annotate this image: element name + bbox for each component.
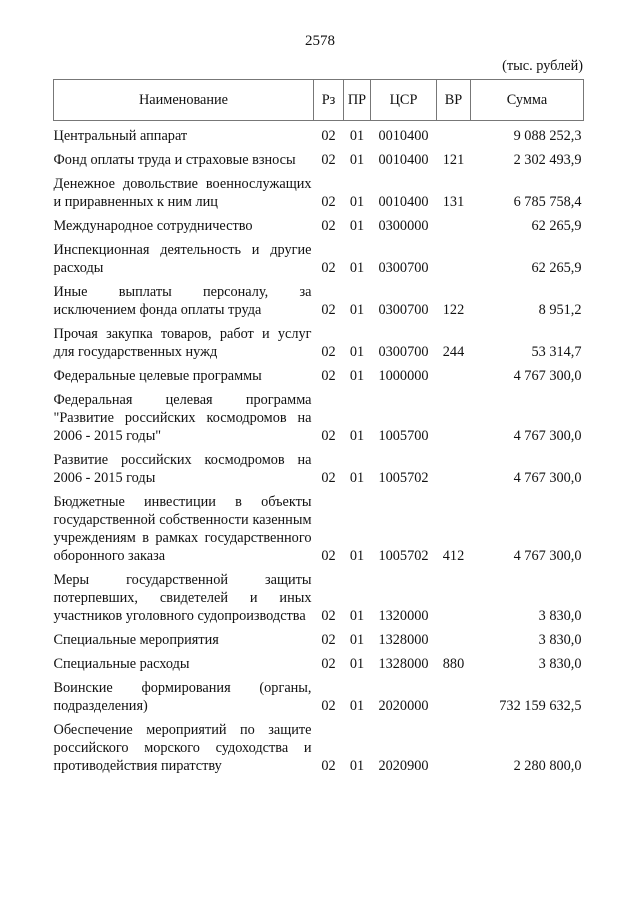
row-rz: 02 (321, 260, 336, 276)
row-csr: 1320000 (378, 608, 429, 624)
row-rz: 02 (321, 128, 336, 144)
row-rz: 02 (321, 344, 336, 360)
row-pr: 01 (349, 656, 365, 672)
row-rz: 02 (321, 302, 336, 318)
row-csr: 1328000 (378, 632, 429, 648)
row-sum: 2 280 800,0 (513, 758, 582, 774)
row-rz: 02 (321, 608, 336, 624)
row-csr: 0010400 (378, 152, 429, 168)
row-pr: 01 (349, 698, 365, 714)
row-sum: 2 302 493,9 (513, 152, 582, 168)
row-name: Специальные расходы (53, 656, 190, 672)
table-row (54, 121, 584, 148)
row-pr: 01 (349, 428, 365, 444)
table-row (54, 279, 584, 321)
row-csr: 0010400 (378, 128, 429, 144)
row-vr (437, 675, 471, 717)
row-vr: 131 (442, 194, 465, 210)
row-name: Фонд оплаты труда и страховые взносы (53, 152, 296, 168)
row-vr: 244 (442, 344, 465, 360)
table-row (54, 651, 584, 675)
table-row (54, 489, 584, 567)
row-sum: 53 314,7 (531, 344, 582, 360)
row-name: Бюджетные инвестиции в объекты государственной собственности казенным учреждениям в рамках государственного оборонного заказа (53, 494, 312, 564)
row-sum: 4 767 300,0 (513, 428, 582, 444)
table-row (54, 237, 584, 279)
row-sum: 9 088 252,3 (513, 128, 582, 144)
row-name: Иные выплаты персоналу, за исключением фонда оплаты труда (53, 284, 312, 318)
row-sum: 4 767 300,0 (513, 470, 582, 486)
row-rz: 02 (321, 218, 336, 234)
row-csr: 0300700 (378, 260, 429, 276)
row-csr: 1005702 (378, 548, 429, 564)
row-vr: 412 (442, 548, 465, 564)
row-name: Денежное довольствие военнослужащих и приравненных к ним лиц (53, 176, 312, 210)
budget-table (53, 79, 584, 777)
row-pr: 01 (349, 194, 365, 210)
page-number: 2578 (305, 33, 335, 49)
row-pr: 01 (349, 470, 365, 486)
row-csr: 1005702 (378, 470, 429, 486)
row-sum: 4 767 300,0 (513, 548, 582, 564)
row-vr (437, 717, 471, 777)
row-pr: 01 (349, 152, 365, 168)
row-vr (437, 121, 471, 148)
row-name: Воинские формирования (органы, подразделения) (53, 680, 312, 714)
table-row (54, 147, 584, 171)
row-vr: 122 (442, 302, 465, 318)
table-row (54, 447, 584, 489)
row-csr: 0010400 (378, 194, 429, 210)
row-sum: 6 785 758,4 (513, 194, 582, 210)
row-pr: 01 (349, 548, 365, 564)
row-rz: 02 (321, 152, 336, 168)
row-pr: 01 (349, 260, 365, 276)
row-rz: 02 (321, 698, 336, 714)
row-vr (437, 237, 471, 279)
table-row (54, 675, 584, 717)
row-name: Центральный аппарат (53, 128, 188, 144)
row-rz: 02 (321, 548, 336, 564)
table-row (54, 627, 584, 651)
units-label: (тыс. рублей) (502, 58, 583, 74)
row-sum: 3 830,0 (538, 608, 582, 624)
row-name: Международное сотрудничество (53, 218, 253, 234)
row-sum: 8 951,2 (538, 302, 582, 318)
row-rz: 02 (321, 632, 336, 648)
header-csr: ЦСР (371, 80, 437, 121)
header-sum: Сумма (471, 80, 584, 121)
row-rz: 02 (321, 194, 336, 210)
row-name: Обеспечение мероприятий по защите российского морского судоходства и противодействия пиратству (53, 722, 312, 774)
table-row (54, 717, 584, 777)
row-name: Меры государственной защиты потерпевших, свидетелей и иных участников уголовного судопроизводства (53, 572, 312, 624)
row-csr: 1328000 (378, 656, 429, 672)
row-pr: 01 (349, 128, 365, 144)
row-rz: 02 (321, 368, 336, 384)
row-name: Развитие российских космодромов на 2006 - 2015 годы (53, 452, 312, 486)
row-rz: 02 (321, 656, 336, 672)
row-sum: 62 265,9 (531, 260, 582, 276)
row-vr (437, 447, 471, 489)
header-name: Наименование (54, 80, 314, 121)
row-rz: 02 (321, 758, 336, 774)
row-sum: 3 830,0 (538, 632, 582, 648)
row-pr: 01 (349, 302, 365, 318)
row-name: Специальные мероприятия (53, 632, 219, 648)
table-header (54, 80, 584, 121)
header-pr: ПР (344, 80, 371, 121)
row-name: Инспекционная деятельность и другие расходы (53, 242, 312, 276)
row-name: Федеральные целевые программы (53, 368, 262, 384)
row-rz: 02 (321, 470, 336, 486)
row-sum: 732 159 632,5 (499, 698, 582, 714)
row-sum: 4 767 300,0 (513, 368, 582, 384)
row-vr: 880 (442, 656, 465, 672)
table-row (54, 387, 584, 447)
row-vr (437, 213, 471, 237)
table-row (54, 567, 584, 627)
row-name: Прочая закупка товаров, работ и услуг для государственных нужд (53, 326, 312, 360)
table-row (54, 171, 584, 213)
row-pr: 01 (349, 632, 365, 648)
row-sum: 3 830,0 (538, 656, 582, 672)
row-pr: 01 (349, 344, 365, 360)
row-csr: 1000000 (378, 368, 429, 384)
row-csr: 0300700 (378, 302, 429, 318)
row-vr: 121 (442, 152, 465, 168)
row-csr: 2020900 (378, 758, 429, 774)
row-name: Федеральная целевая программа "Развитие российских космодромов на 2006 - 2015 годы" (53, 392, 312, 444)
row-pr: 01 (349, 218, 365, 234)
row-pr: 01 (349, 758, 365, 774)
row-pr: 01 (349, 368, 365, 384)
row-csr: 2020000 (378, 698, 429, 714)
row-pr: 01 (349, 608, 365, 624)
row-vr (437, 363, 471, 387)
row-vr (437, 567, 471, 627)
row-rz: 02 (321, 428, 336, 444)
header-rz: Рз (314, 80, 344, 121)
row-csr: 0300000 (378, 218, 429, 234)
row-sum: 62 265,9 (531, 218, 582, 234)
table-row (54, 213, 584, 237)
row-csr: 1005700 (378, 428, 429, 444)
table-row (54, 363, 584, 387)
row-csr: 0300700 (378, 344, 429, 360)
row-vr (437, 387, 471, 447)
row-vr (437, 627, 471, 651)
header-vr: ВР (437, 80, 471, 121)
table-row (54, 321, 584, 363)
